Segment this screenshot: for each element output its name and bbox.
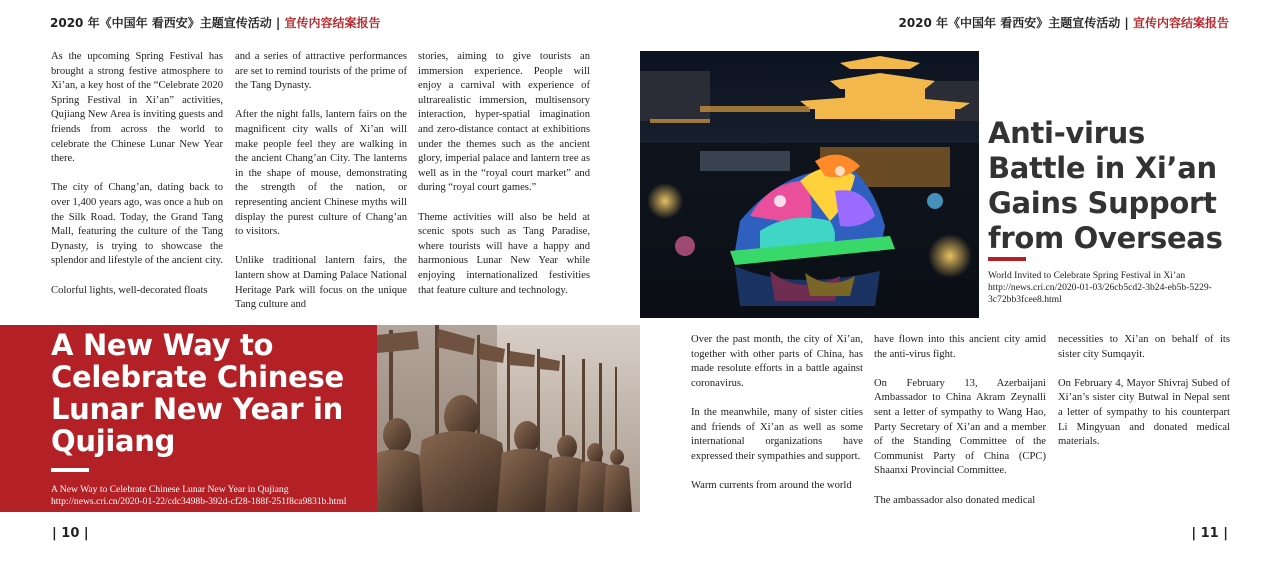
left-article-title: A New Way to Celebrate Chinese Lunar New Year in Qujiang xyxy=(51,328,344,458)
title-divider xyxy=(988,257,1026,261)
source-url: http://news.cri.cn/2020-01-22/cdc3498b-392d-cf28-188f-251f8ca9831b.html xyxy=(51,496,347,507)
header-text: 2020 年《中国年 看西安》主题宣传活动 | xyxy=(50,16,285,30)
paragraph: Warm currents from around the world xyxy=(691,479,852,491)
paragraph: The city of Chang’an, dating back to over 1,400 years ago, was once a hub on the Silk Road. Today, the Grand Tang Mall, featuring the culture of the Tang Dynasty, is trying to showcase the splendor and lifestyle of the ancient city. xyxy=(51,182,223,267)
right-article-column-3 xyxy=(1058,333,1230,450)
paragraph: and a series of attractive performances are set to remind tourists of the prime of the Tang Dynasty. xyxy=(235,51,407,92)
right-article-column-2 xyxy=(874,333,1046,508)
paragraph: have flown into this ancient city amid the anti-virus fight. xyxy=(874,334,1046,360)
right-article-column-1 xyxy=(691,333,863,494)
paragraph: necessities to Xi’an on behalf of its sister city Sumqayit. xyxy=(1058,334,1230,360)
left-article-column-2 xyxy=(235,50,407,313)
right-article-title: Anti-virus Battle in Xi’an Gains Support from Overseas xyxy=(988,116,1223,255)
right-article-source xyxy=(988,270,1233,306)
left-page-header xyxy=(50,14,381,31)
title-divider xyxy=(51,468,89,472)
paragraph: On February 4, Mayor Shivraj Subed of Xi’an’s sister city Butwal in Nepal sent a letter of sympathy to his counterpart Li Mingyuan and donated medical materials. xyxy=(1058,377,1230,448)
paragraph: In the meanwhile, many of sister cities and friends of Xi’an as well as some international organizations have expressed their sympathies and support. xyxy=(691,406,863,462)
source-url: http://news.cri.cn/2020-01-03/26cb5cd2-3b24-eb5b-5229-3c72bb3fcee8.html xyxy=(988,282,1212,305)
right-page-header xyxy=(898,14,1229,31)
paragraph: Colorful lights, well-decorated floats xyxy=(51,284,208,296)
header-highlight: 宣传内容结案报告 xyxy=(1132,16,1229,30)
paragraph: The ambassador also donated medical xyxy=(874,494,1036,506)
paragraph: On February 13, Azerbaijani Ambassador to China Akram Zeynalli sent a letter of sympathy to Wang Hao, Party Secretary of Xi’an and a member of the Standing Committee of the Communist Party of China (CPC) Shaanxi Provincial Committee. xyxy=(874,377,1046,477)
paragraph: Theme activities will also be held at scenic spots such as Tang Paradise, where tourists will have a happy and harmonious Lunar New Year while enjoying internationalized festivities that feature culture and technology. xyxy=(418,211,590,296)
paragraph: Over the past month, the city of Xi’an, together with other parts of China, has made resolute efforts in a battle against coronavirus. xyxy=(691,334,863,389)
page-number-left: | 10 | xyxy=(52,526,89,541)
lantern-show-night-photo xyxy=(640,51,979,318)
left-article-source xyxy=(51,484,376,508)
left-article-column-3 xyxy=(418,50,590,298)
page-number-right: | 11 | xyxy=(1191,526,1228,541)
paragraph: Unlike traditional lantern fairs, the lantern show at Daming Palace National Heritage Park will focus on the unique Tang culture and xyxy=(235,255,407,311)
header-highlight: 宣传内容结案报告 xyxy=(284,16,381,30)
paragraph: After the night falls, lantern fairs on the magnificent city walls of Xi’an will make people feel they are walking in the ancient Chang’an City. The lanterns in the shape of mouse, demonstrating the strength of the nation, or representing ancient Chinese myths will display the purest culture of Chang’an to visitors. xyxy=(235,109,407,238)
left-article-column-1 xyxy=(51,50,223,298)
header-text: 2020 年《中国年 看西安》主题宣传活动 | xyxy=(898,16,1133,30)
paragraph: stories, aiming to give tourists an immersion experience. People will enjoy a carnival with experience of ultrarealistic immersion, multisensory interaction, hyper-spatial imagination and zero-distance contact at exhibitions under the themes such as the ancient glory, imperial palace and lantern tree as well as in the “royal court market” and during “royal court games.” xyxy=(418,51,590,194)
paragraph: As the upcoming Spring Festival has brought a strong festive atmosphere to Xi’an, a key host of the “Celebrate 2020 Spring Festival in Xi’an” activities, Qujiang New Area is inviting guests and friends from across the world to celebrate the Chinese Lunar New Year there. xyxy=(51,51,223,165)
source-title: A New Way to Celebrate Chinese Lunar New Year in Qujiang xyxy=(51,484,289,495)
terracotta-warriors-photo xyxy=(377,325,640,512)
source-title: World Invited to Celebrate Spring Festival in Xi’an xyxy=(988,270,1186,281)
